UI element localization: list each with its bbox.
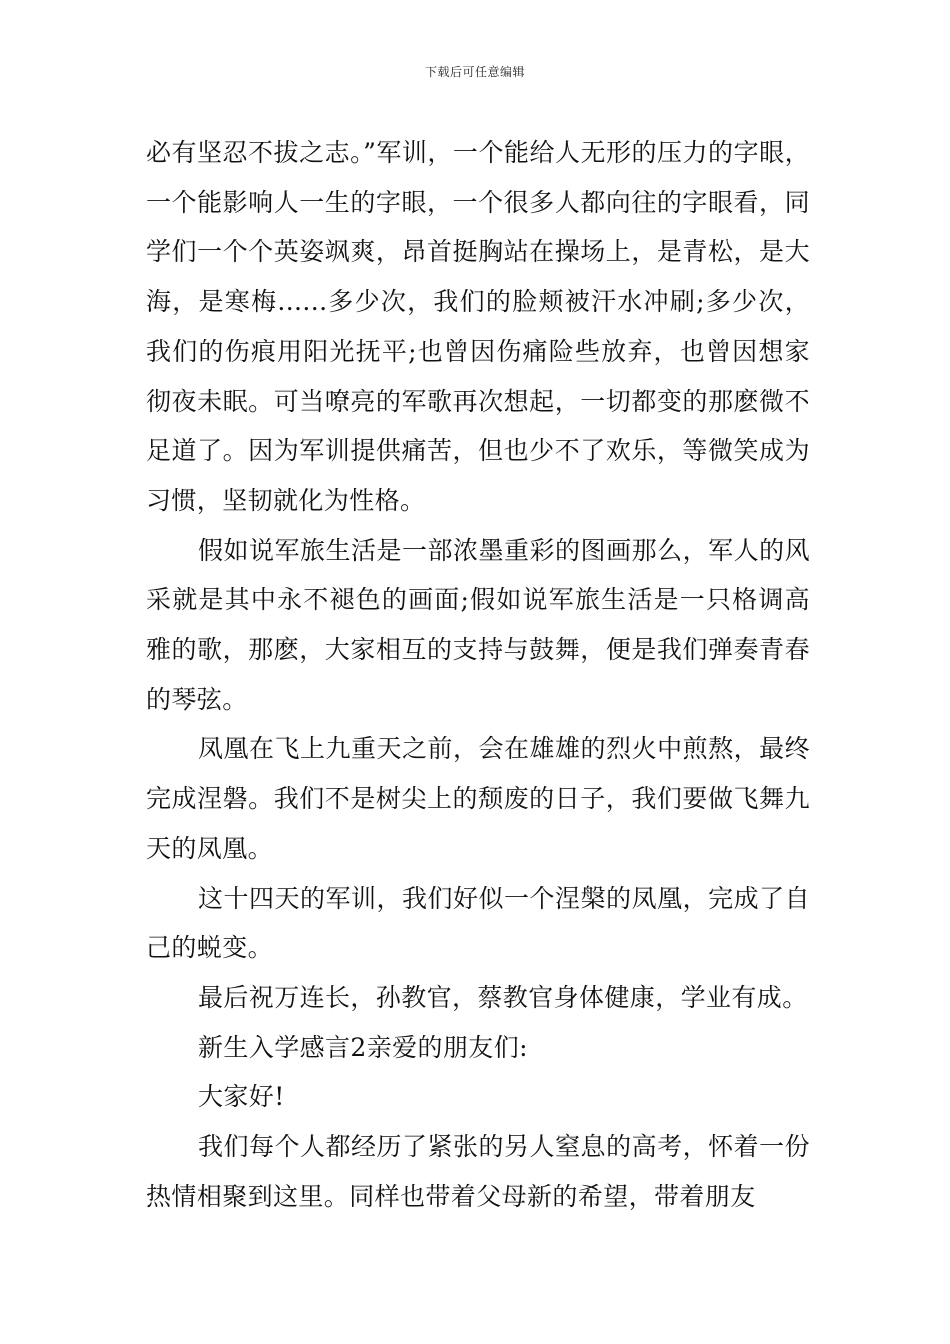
paragraph-7: 大家好! (198, 1082, 285, 1112)
paragraph-5: 最后祝万连长，孙教官，蔡教官身体健康，学业有成。 (198, 982, 808, 1012)
paragraph-1: 必有坚忍不拔之志。”军训，一个能给人无形的压力的字眼，一个能影响人一生的字眼，一个很多人都向往的字眼看，同学们一个个英姿飒爽，昂首挺胸站在操场上，是青松，是大海，是寒梅......多少次，我们的脸颊被汗水冲刷;多少次，我们的伤痕用阳光抚平;也曾因伤痛险些放弃，也曾因想家彻夜未眠。可当嘹亮的军歌再次想起，一切都变的那麽微不足道了。因为军训提供痛苦，但也少不了欢乐，等微笑成为习惯，坚韧就化为性格。 (146, 138, 810, 515)
paragraph-2: 假如说军旅生活是一部浓墨重彩的图画那么，军人的风采就是其中永不褪色的画面;假如说军旅生活是一只格调高雅的歌，那麽，大家相互的支持与鼓舞，便是我们弹奏青春的琴弦。 (146, 535, 810, 714)
paragraph-4: 这十四天的军训，我们好似一个涅槃的凤凰，完成了自己的蜕变。 (146, 883, 810, 963)
paragraph-6: 新生入学感言2亲爱的朋友们: (198, 1032, 528, 1062)
paragraph-8: 我们每个人都经历了紧张的另人窒息的高考，怀着一份热情相聚到这里。同样也带着父母新的希望，带着朋友 (146, 1132, 810, 1211)
document-body (146, 128, 810, 1221)
page-header: 下载后可任意编辑 (424, 65, 525, 79)
paragraph-3: 凤凰在飞上九重天之前，会在雄雄的烈火中煎熬，最终完成涅磐。我们不是树尖上的颓废的日子，我们要做飞舞九天的凤凰。 (146, 734, 810, 863)
